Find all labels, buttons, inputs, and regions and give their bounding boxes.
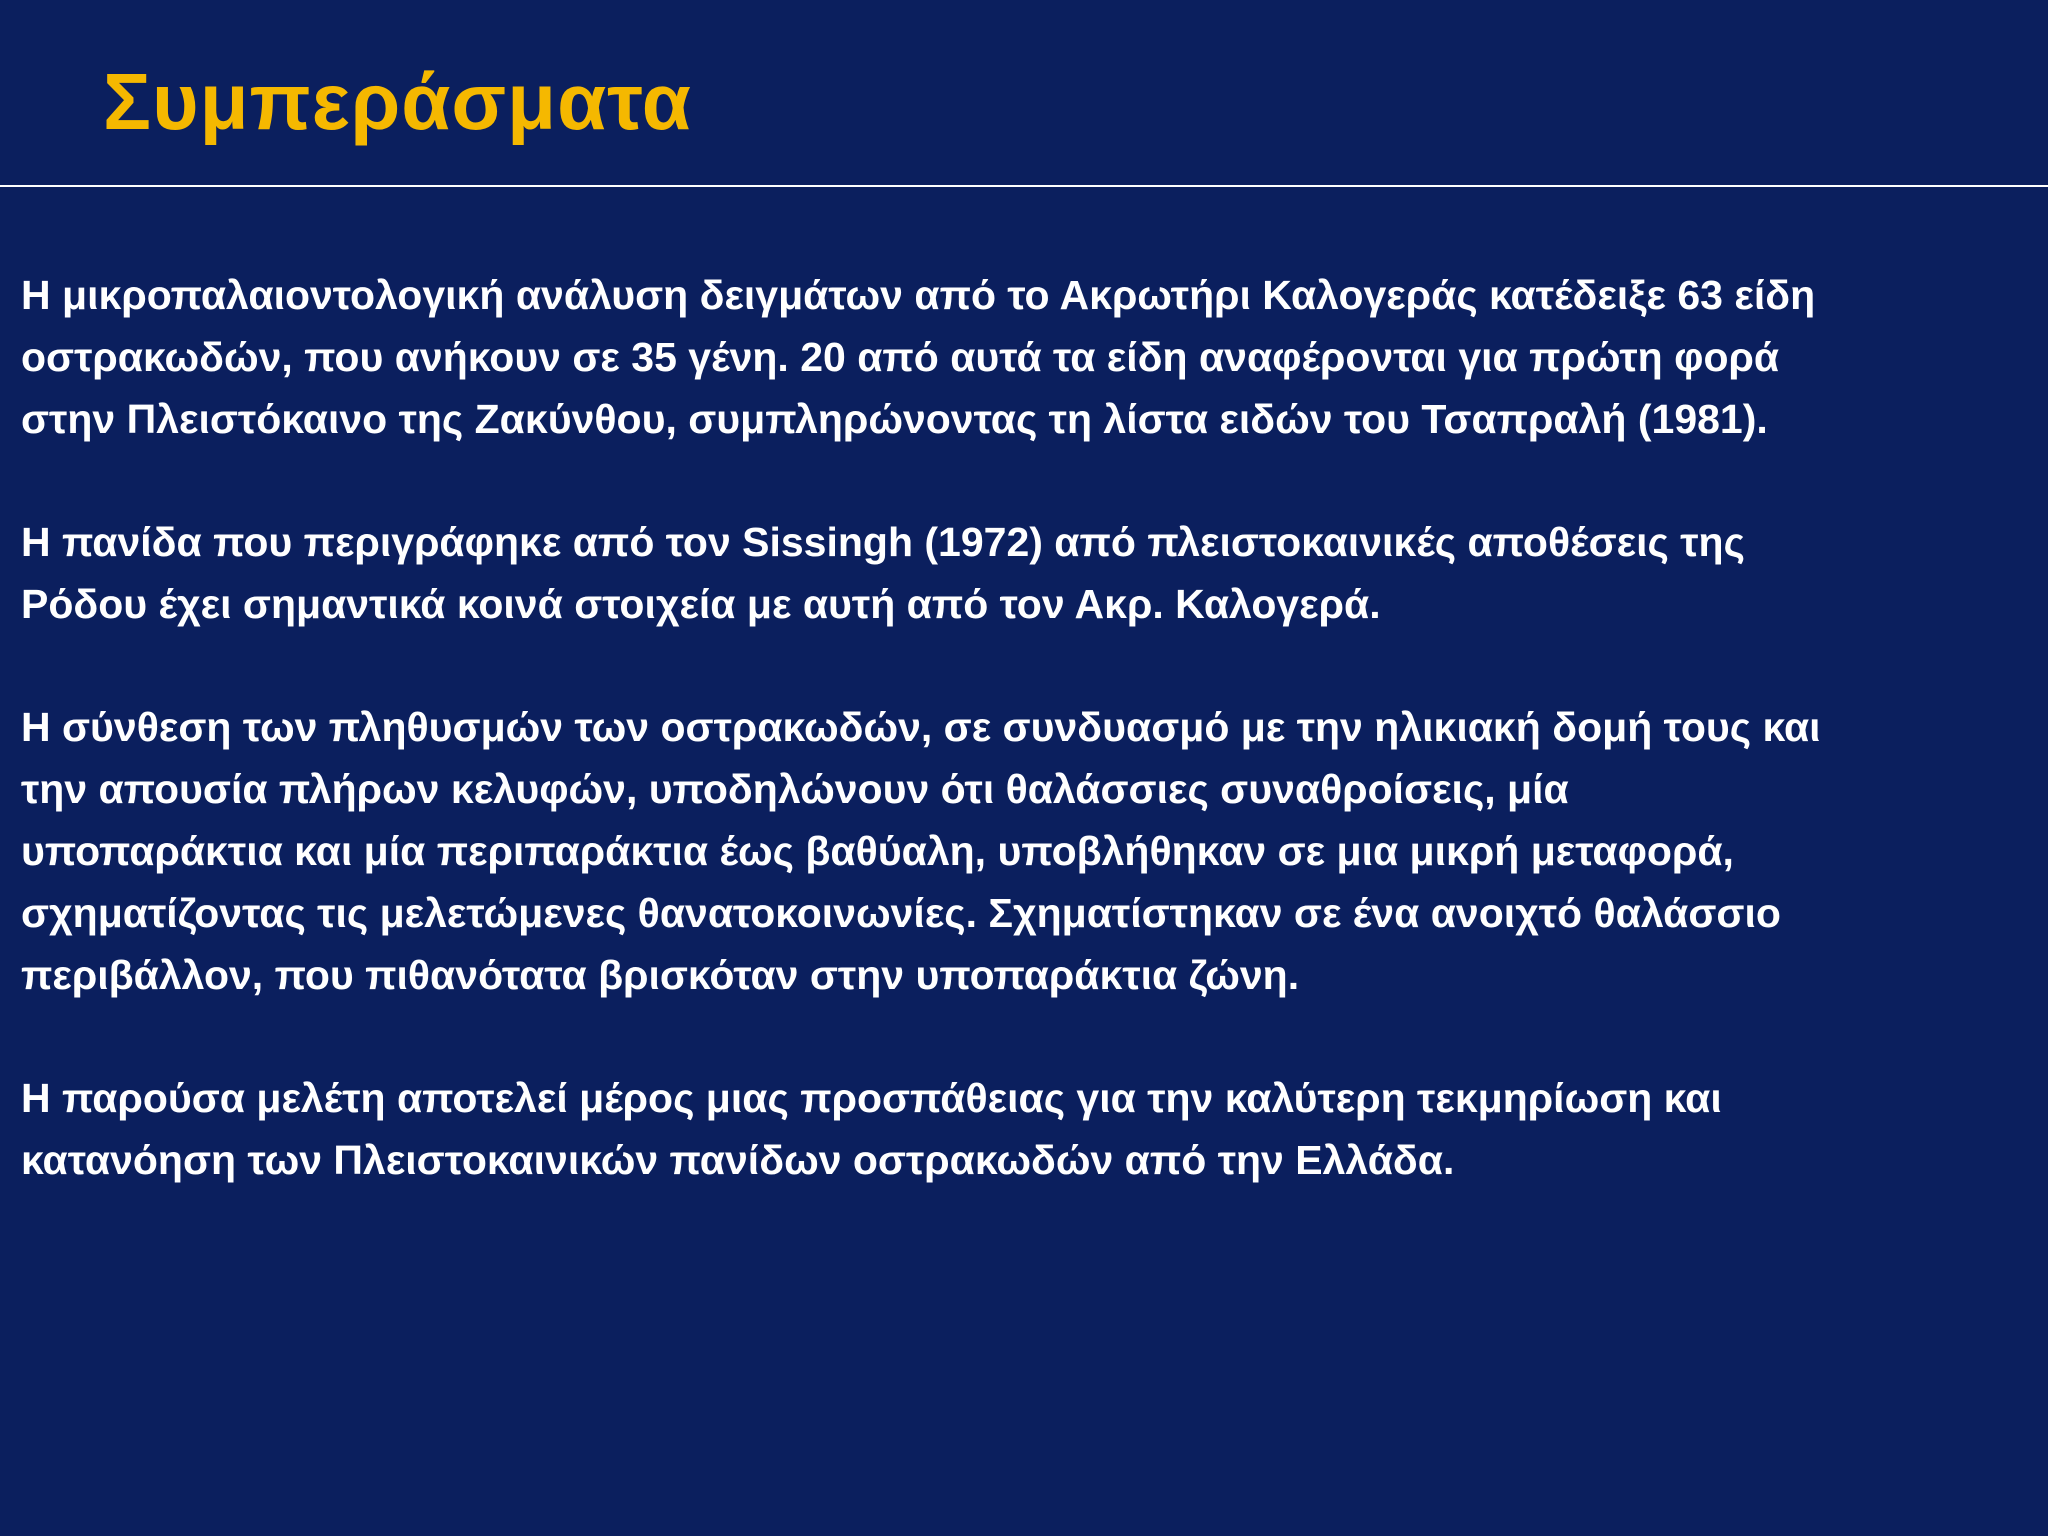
paragraph-line: Ρόδου έχει σημαντικά κοινά στοιχεία με αυτή από τον Ακρ. Καλογερά. [21,581,1381,627]
paragraph-line: Η σύνθεση των πληθυσμών των οστρακωδών, σε συνδυασμό με την ηλικιακή δομή τους και [21,704,1821,750]
paragraph-line: σχηματίζοντας τις μελετώμενες θανατοκοινωνίες. Σχηματίστηκαν σε ένα ανοιχτό θαλάσσιο [21,890,1781,936]
slide-title: Συμπεράσματα [103,57,692,146]
paragraph-line: Η μικροπαλαιοντολογική ανάλυση δειγμάτων από το Ακρωτήρι Καλογεράς κατέδειξε 63 είδη [21,272,1816,318]
paragraph-line: περιβάλλον, που πιθανότατα βρισκόταν στην υποπαράκτια ζώνη. [21,952,1300,998]
paragraph-line: στην Πλειστόκαινο της Ζακύνθου, συμπληρώνοντας τη λίστα ειδών του Τσαπραλή (1981). [21,396,1768,442]
slide-body [21,264,2021,1252]
paragraph-line: υποπαράκτια και μία περιπαράκτια έως βαθύαλη, υποβλήθηκαν σε μια μικρή μεταφορά, [21,828,1734,874]
paragraph-study-purpose [21,1067,2021,1191]
title-divider [0,185,2048,187]
paragraph-line: οστρακωδών, που ανήκουν σε 35 γένη. 20 από αυτά τα είδη αναφέρονται για πρώτη φορά [21,334,1780,380]
paragraph-species-analysis [21,264,2021,450]
paragraph-rhodes-fauna [21,511,2021,635]
paragraph-population-composition [21,696,2021,1006]
paragraph-line: Η πανίδα που περιγράφηκε από τον Sissingh (1972) από πλειστοκαινικές αποθέσεις της [21,519,1745,565]
paragraph-line: κατανόηση των Πλειστοκαινικών πανίδων οστρακωδών από την Ελλάδα. [21,1137,1455,1183]
paragraph-line: την απουσία πλήρων κελυφών, υποδηλώνουν ότι θαλάσσιες συναθροίσεις, μία [21,766,1569,812]
paragraph-line: Η παρούσα μελέτη αποτελεί μέρος μιας προσπάθειας για την καλύτερη τεκμηρίωση και [21,1075,1722,1121]
